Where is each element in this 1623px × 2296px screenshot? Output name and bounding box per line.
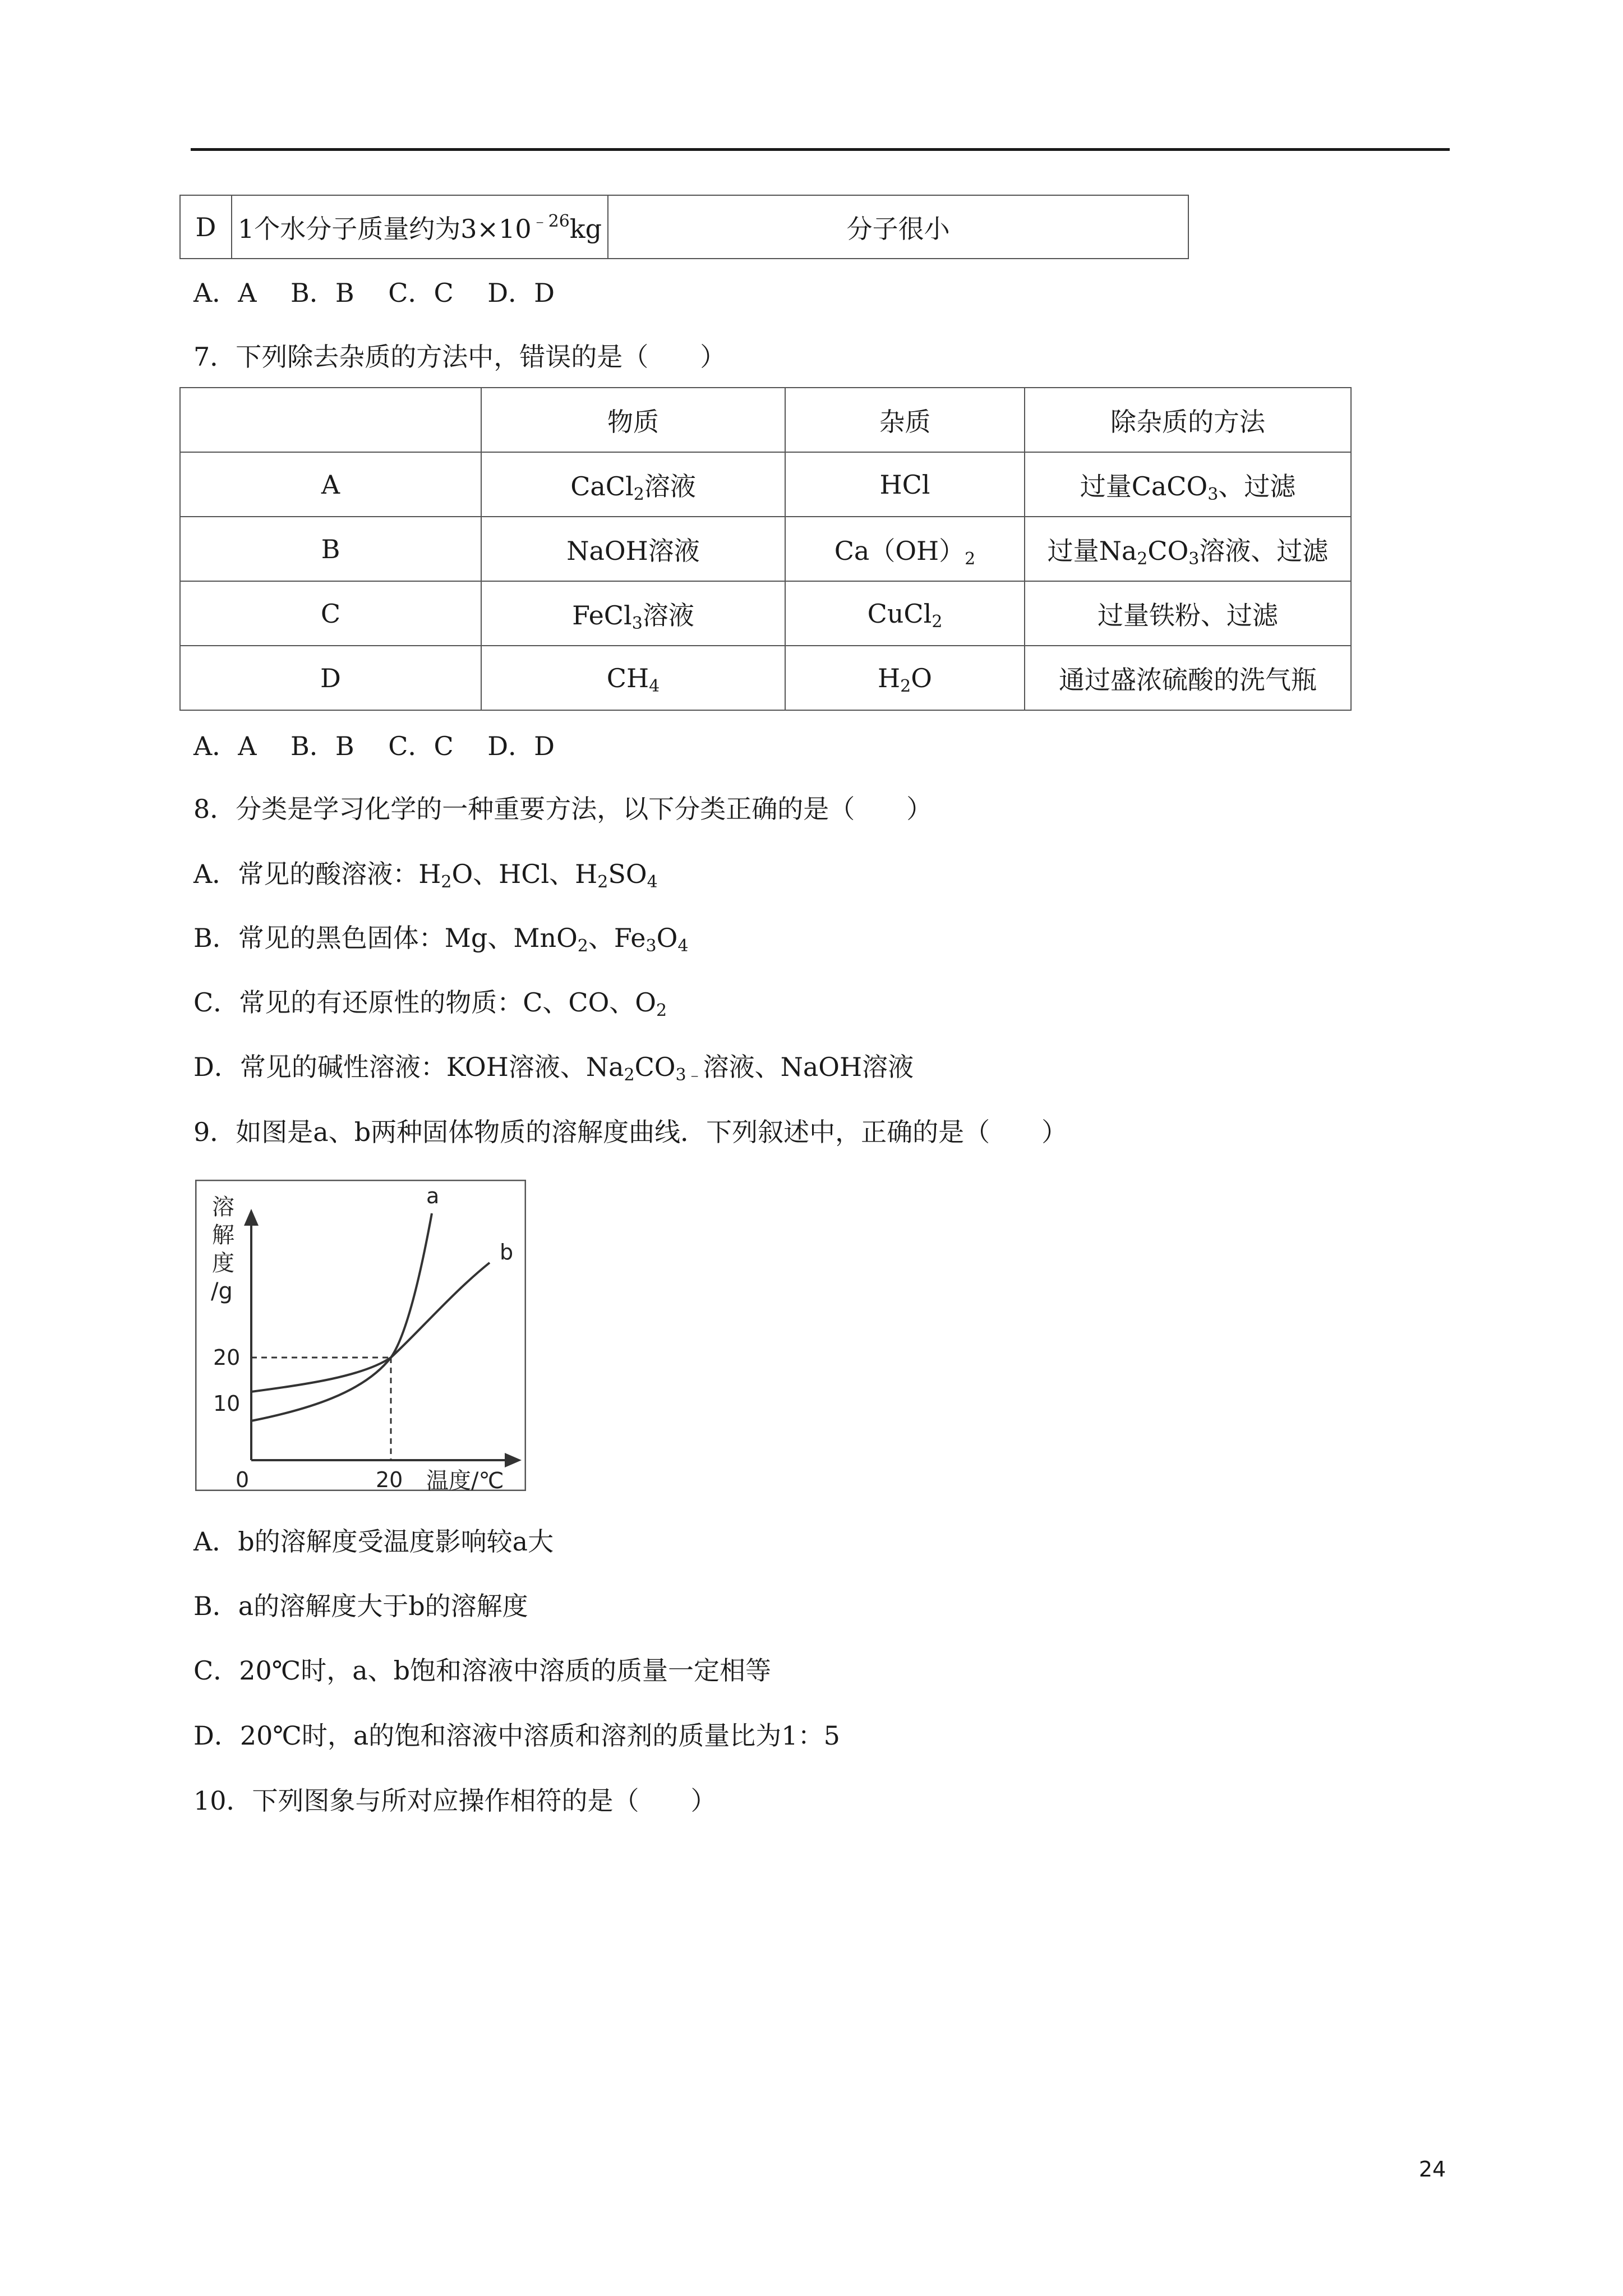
method-cell: 过量$Na_2CO_3$溶液、过滤 (1025, 517, 1351, 581)
q9-stem: 9．如图是a、b两种固体物质的溶解度曲线．下列叙述中，正确的是（ ） (193, 1117, 1068, 1147)
row-label: C (180, 581, 481, 646)
top-table-explanation: 分子很小 (608, 195, 1188, 259)
q9-option-b: B．a的溶解度大于b的溶解度 (193, 1591, 528, 1621)
table-row (180, 581, 1351, 646)
impurity-cell: $H_2O$ (785, 646, 1025, 710)
page-number: 24 (1419, 2157, 1446, 2182)
q8-option-a: A．常见的酸溶液：$H_2O$、HCl、$H_2SO_4$ (193, 859, 658, 892)
substance-cell: FeCl$_3$溶液 (481, 581, 785, 646)
impurity-cell: $Ca(OH)_2$ (785, 517, 1025, 581)
q7-header-impurity: 杂质 (785, 388, 1025, 452)
curve-b-label: b (500, 1240, 514, 1264)
origin-label: 0 (236, 1467, 250, 1491)
q7-stem: 7．下列除去杂质的方法中，错误的是（ ） (193, 342, 726, 372)
q8-option-c: C．常见的有还原性的物质：C、CO、$O_2$ (193, 987, 667, 1020)
q7-header-substance: 物质 (481, 388, 785, 452)
q10-stem: 10．下列图象与所对应操作相符的是（ ） (193, 1786, 717, 1816)
q9-option-a: A．b的溶解度受温度影响较a大 (193, 1526, 554, 1557)
q7-table-header (180, 388, 1351, 452)
figure-border (196, 1180, 525, 1490)
method-cell: 过量铁粉、过滤 (1025, 581, 1351, 646)
q8-option-d: D．常见的碱性溶液：KOH溶液、$Na_2CO_{3﹣}$溶液、NaOH溶液 (193, 1052, 914, 1085)
q6-choices: A．A B．B C．C D．D (193, 278, 555, 308)
impurity-cell: HCl (785, 452, 1025, 517)
impurity-cell: CuCl$_2$ (785, 581, 1025, 646)
curve-a-label: a (426, 1184, 440, 1208)
substance-cell: NaOH溶液 (481, 517, 785, 581)
substance-cell: $CH_4$ (481, 646, 785, 710)
row-label: A (180, 452, 481, 517)
q9-option-c: C．20℃时，a、b饱和溶液中溶质的质量一定相等 (193, 1655, 772, 1686)
row-label: B (180, 517, 481, 581)
top-table (179, 195, 1189, 259)
x-tick-label: 20 (376, 1467, 403, 1491)
q8-stem: 8．分类是学习化学的一种重要方法，以下分类正确的是（ ） (193, 794, 933, 824)
q7-header-blank (180, 388, 481, 452)
table-row (180, 517, 1351, 581)
y-tick-label: 10 (213, 1391, 241, 1416)
y-label-char: 度 (212, 1250, 234, 1276)
substance-cell: CaCl$_2$溶液 (481, 452, 785, 517)
q8-option-b: B．常见的黑色固体：Mg、MnO$_2$、$Fe_3O_4$ (193, 923, 689, 956)
y-label-char: /g (211, 1278, 233, 1304)
q7-header-method: 除杂质的方法 (1025, 388, 1351, 452)
table-row (180, 452, 1351, 517)
q7-choices: A．A B．B C．C D．D (193, 731, 555, 761)
row-label: D (180, 646, 481, 710)
q7-table (179, 387, 1352, 711)
top-table-label: D (180, 195, 232, 259)
x-axis-label: 温度/℃ (426, 1468, 504, 1491)
q9-option-d: D．20℃时，a的饱和溶液中溶质和溶剂的质量比为1：5 (193, 1720, 840, 1751)
y-label-char: 溶 (212, 1194, 234, 1220)
y-label-char: 解 (212, 1222, 234, 1248)
y-tick-label: 20 (213, 1345, 241, 1370)
header-rule (191, 148, 1450, 151)
top-table-statement: 1个水分子质量约为$3\times 10^{﹣26}kg$ (232, 195, 608, 259)
table-row (180, 646, 1351, 710)
solubility-curve-figure (195, 1180, 526, 1491)
method-cell: 通过盛浓硫酸的洗气瓶 (1025, 646, 1351, 710)
method-cell: 过量CaCO$_3$、过滤 (1025, 452, 1351, 517)
